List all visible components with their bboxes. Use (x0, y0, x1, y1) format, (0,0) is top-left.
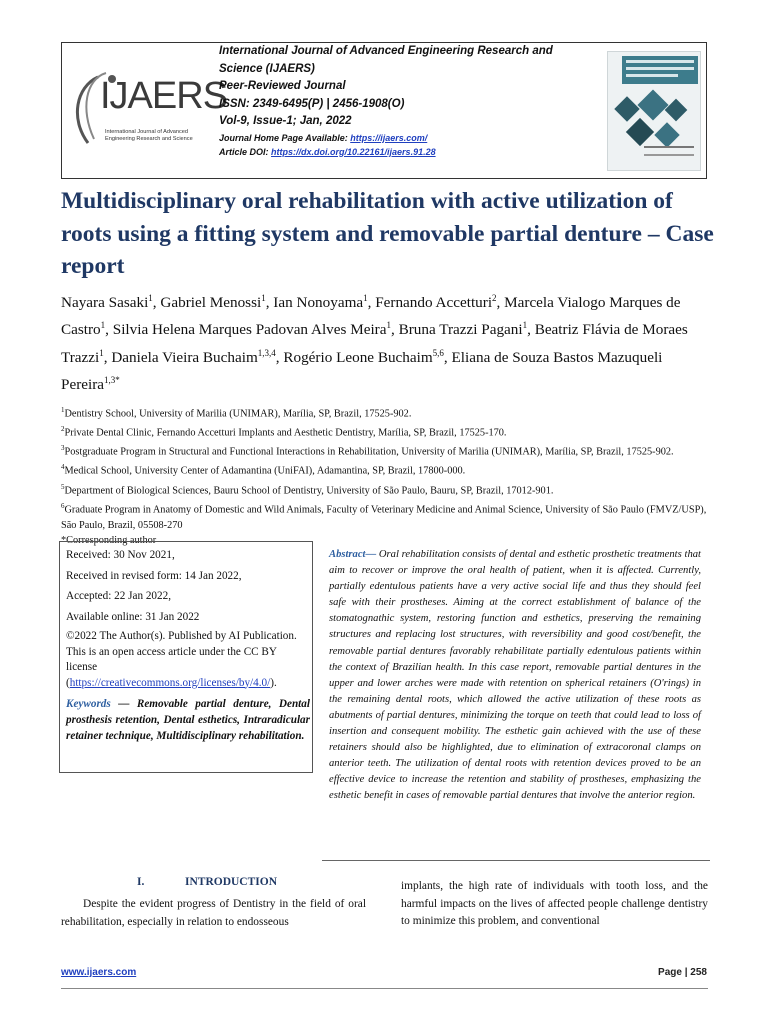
cover-text-bar (626, 67, 694, 70)
affiliation-number: 1 (61, 406, 65, 414)
author-affiliation-mark: 1 (99, 347, 104, 358)
author-separator: , (527, 321, 535, 339)
article-info (66, 547, 310, 748)
affiliation-item (61, 441, 716, 460)
author-affiliation-mark: 1 (363, 293, 368, 303)
abstract-text: Oral rehabilitation consists of dental and esthetic prosthetic treatments that aim to recover or improve the oral health of patient, when it is affected. Currently, partially edentulous patients have a very active social life and thus they should feel safe with their prostheses. Aiming at the correct establishment of balance of the stomatognathic system, restoring function and esthetics, preserving the remaining structures and replacing lost structures, with reversibility and good cost/benefit, the removable partial dentures favorably rehabilitate partially edentulous patients within the context of Brazilian health. In this case report, removable partial dentures in the upper and lower arches were made with retention on spherical retainers (O'rings) in the remaining dental roots, which allowed the active utilization of these roots as abutments of partial dentures, minimizing the torque on teeth that could lead to loss of insertion and consequent mobility. The esthetic gain achieved with the use of these retainers should also be highlighted, due to elimination of extracoronal clamps on anterior teeth. The utilization of dental roots with retention devices proved to be an effective device to increase the retention and stability of prostheses, emphasizing the esthetic benefit in cases of removable partial dentures that involve the anterior region. (329, 549, 701, 802)
available-date: Available online: 31 Jan 2022 (66, 610, 200, 623)
author-separator: , (390, 321, 399, 339)
affiliation-text: Postgraduate Program in Structural and Functional Interactions in Rehabilitation, University of Marilia (UNIMAR), Marília, SP, Brazil, 17525-902. (64, 446, 674, 458)
author-name: Gabriel Menossi (160, 294, 262, 312)
affiliation-text: Department of Biological Sciences, Bauru School of Dentistry, University of São Paulo, Bauru, SP, Brazil, 17012-901. (64, 484, 554, 496)
author-affiliation-mark: 1 (100, 320, 106, 331)
section-title: INTRODUCTION (185, 876, 278, 888)
author-name: Ian Nonoyama (273, 294, 364, 312)
affiliation-number: 3 (61, 444, 65, 453)
issn: ISSN: 2349-6495(P) | 2456-1908(O) (219, 97, 405, 110)
license-open: ( (66, 676, 70, 689)
author-affiliation-mark: 1,3,4 (257, 347, 276, 358)
affiliation-text: Graduate Program in Anatomy of Domestic and Wild Animals, Faculty of Veterinary Medicine and Animal Science, University of São Paulo (FMVZ/USP), São Paulo, Brazil, 05508-270 (61, 504, 707, 531)
journal-info (219, 43, 589, 159)
abstract-dash: — (365, 549, 379, 560)
affiliation-item (61, 403, 716, 422)
author-affiliation-mark: 5,6 (432, 347, 444, 358)
author-list (61, 287, 716, 396)
cover-cube (654, 122, 679, 147)
corresponding-author-note: *Corresponding author (61, 535, 157, 547)
cover-cube (637, 89, 668, 120)
keywords-separator: — (110, 697, 137, 710)
logo-letters: IJAERS (100, 75, 228, 117)
author-name: Marcela Vialogo Marques de Castro (61, 294, 681, 339)
received-date: Received: 30 Nov 2021, (66, 549, 175, 561)
author-separator: , (367, 294, 376, 312)
author-name: Bruna Trazzi Pagani (398, 321, 523, 339)
affiliation-number: 2 (61, 425, 65, 434)
footer-divider (61, 988, 708, 989)
home-page-line (219, 131, 589, 145)
affiliation-text: Private Dental Clinic, Fernando Accetturi Implants and Aesthetic Dentistry, Marília, SP, Brazil, 17525-170. (64, 427, 507, 439)
license-close: ). (270, 676, 277, 689)
affiliation-number: 4 (61, 463, 65, 472)
cover-footer-text (644, 146, 694, 156)
revised-date: Received in revised form: 14 Jan 2022, (66, 569, 242, 582)
cover-text-bar (626, 74, 678, 77)
journal-header (61, 42, 707, 179)
affiliation-number: 6 (61, 501, 65, 510)
author-separator: , (105, 321, 113, 339)
affiliation-number: 5 (61, 482, 65, 491)
keywords-text: Removable partial denture, Dental prosthesis retention, Dental esthetics, Intraradicular retainer technique, Multidisciplinary rehabilitation. (66, 697, 310, 742)
journal-name: International Journal of Advanced Engineering Research and Science (IJAERS) (219, 45, 553, 75)
affiliation-item (61, 499, 716, 534)
author-separator: , (103, 348, 112, 366)
author-affiliation-mark: 1 (261, 293, 266, 303)
author-separator: , (152, 294, 161, 312)
author-affiliation-mark: 1 (148, 293, 153, 303)
author-affiliation-mark: 1,3* (104, 374, 120, 385)
abstract-label: Abstract (329, 549, 366, 560)
affiliation-item (61, 422, 716, 441)
author-separator: , (443, 348, 452, 366)
keywords (66, 696, 310, 744)
article-title: Multidisciplinary oral rehabilitation with active utilization of roots using a fitting system and removable partial denture – Case report (61, 188, 714, 279)
abstract-divider (322, 860, 710, 861)
author-name: Fernando Accetturi (375, 294, 493, 312)
doi-label: Article DOI: (219, 146, 272, 157)
affiliation-list (61, 403, 716, 549)
author-affiliation-mark: 1 (522, 320, 528, 331)
volume-issue: Vol-9, Issue-1; Jan, 2022 (219, 115, 352, 127)
author-affiliation-mark: 1 (386, 320, 391, 331)
author-affiliation-mark: 2 (492, 293, 497, 303)
author-name: Nayara Sasaki (61, 294, 149, 312)
home-page-link[interactable]: https://ijaers.com/ (350, 132, 428, 143)
affiliation-text: Medical School, University Center of Adamantina (UniFAI), Adamantina, SP, Brazil, 17800-000. (64, 465, 466, 477)
footer-website-link[interactable]: www.ijaers.com (61, 967, 137, 978)
copyright-text: ©2022 The Author(s). Published by AI Publication. This is an open access article under the CC BY license (66, 630, 297, 673)
home-page-label: Journal Home Page Available: (219, 132, 351, 143)
author-name: Eliana de Souza Bastos Mazuqueli Pereira (61, 348, 663, 393)
intro-right-column: implants, the high rate of individuals with tooth loss, and the harmful impacts on the lives of affected people challenge dentistry to minimize this problem, and conventional (401, 880, 708, 927)
footer-page-number: Page | 258 (658, 967, 707, 978)
author-separator: , (265, 294, 274, 312)
author-name: Daniela Vieira Buchaim (111, 348, 258, 366)
doi-link[interactable]: https://dx.doi.org/10.22161/ijaers.91.28 (271, 146, 436, 157)
author-name: Beatriz Flávia de Moraes Trazzi (61, 321, 688, 366)
doi-line (219, 145, 589, 159)
intro-left-column: Despite the evident progress of Dentistry in the field of oral rehabilitation, especially in relation to endosseous (61, 898, 366, 928)
cover-text-bar (626, 60, 694, 63)
journal-logo (68, 65, 228, 153)
logo-subtitle: International Journal of Advanced Engineering Research and Science (105, 129, 193, 142)
cover-cube (665, 99, 688, 122)
affiliation-item (61, 480, 716, 499)
cover-cube (626, 118, 654, 146)
journal-cover-image (607, 51, 701, 171)
affiliation-item (61, 460, 716, 479)
author-separator: , (275, 348, 284, 366)
author-separator: , (496, 294, 505, 312)
copyright-notice (66, 629, 310, 691)
peer-reviewed: Peer-Reviewed Journal (219, 80, 346, 92)
section-number: I. (137, 876, 145, 888)
author-name: Rogério Leone Buchaim (283, 348, 433, 366)
author-name: Silvia Helena Marques Padovan Alves Meira (112, 321, 387, 339)
cover-cube (614, 96, 639, 121)
accepted-date: Accepted: 22 Jan 2022, (66, 590, 172, 602)
license-link[interactable]: https://creativecommons.org/licenses/by/4.0/ (69, 676, 271, 689)
abstract (329, 547, 701, 805)
keywords-label: Keywords (66, 697, 111, 710)
affiliation-text: Dentistry School, University of Marilia (UNIMAR), Marília, SP, Brazil, 17525-902. (64, 408, 412, 420)
